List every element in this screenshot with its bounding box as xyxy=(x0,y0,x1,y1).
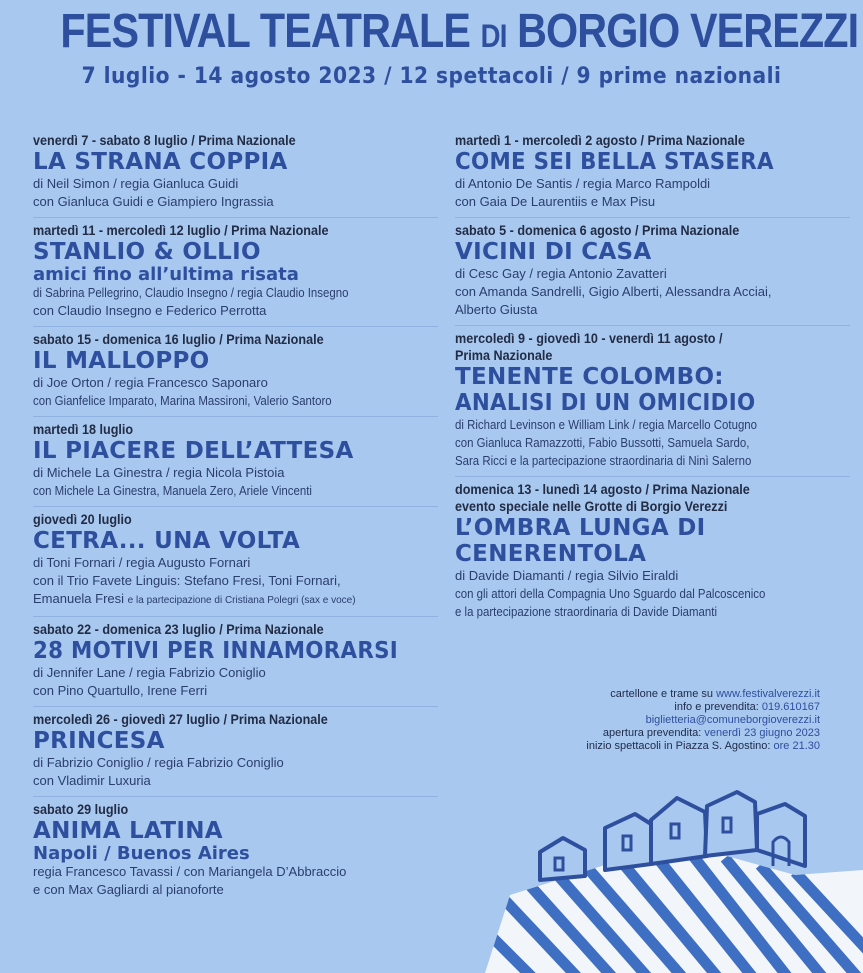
show-princesa xyxy=(33,706,438,790)
info-line xyxy=(520,740,820,753)
show-cetra-una-volta xyxy=(33,506,438,610)
show-cast: con Amanda Sandrelli, Gigio Alberti, Alessandra Acciai, xyxy=(455,284,772,299)
show-date: sabato 15 - domenica 16 luglio / Prima Nazionale xyxy=(33,331,324,347)
cast-name: Emanuela Fresi xyxy=(33,591,125,606)
show-credit: di Jennifer Lane / regia Fabrizio Coniglio xyxy=(33,665,266,680)
ticket-info xyxy=(520,688,820,753)
show-title: L’OMBRA LUNGA DI xyxy=(455,515,706,541)
show-cast: con Vladimir Luxuria xyxy=(33,773,151,788)
website-link[interactable]: www.festivalverezzi.it xyxy=(716,688,820,700)
show-date: sabato 22 - domenica 23 luglio / Prima Nazionale xyxy=(33,621,324,637)
show-come-sei-bella-stasera xyxy=(455,128,850,211)
show-title: COME SEI BELLA STASERA xyxy=(455,149,774,175)
village-illustration-icon xyxy=(455,780,863,973)
info-line xyxy=(520,727,820,740)
show-cast-cont: e la partecipazione straordinaria di Davide Diamanti xyxy=(455,604,717,619)
show-cast: con Gaia De Laurentiis e Max Pisu xyxy=(455,194,656,209)
show-cast: con Pino Quartullo, Irene Ferri xyxy=(33,683,208,698)
email-link[interactable]: biglietteria@comuneborgioverezzi.it xyxy=(645,714,820,726)
cast-note: e la partecipazione di Cristiana Polegri (sax e voce) xyxy=(127,595,356,606)
show-title: VICINI DI CASA xyxy=(455,239,652,265)
show-date: giovedì 20 luglio xyxy=(33,511,132,527)
show-date: sabato 29 luglio xyxy=(33,801,129,817)
festival-title xyxy=(60,0,859,68)
show-ombra-lunga-cenerentola xyxy=(455,476,850,621)
info-line xyxy=(520,701,820,714)
show-date: venerdì 7 - sabato 8 luglio / Prima Nazionale xyxy=(33,132,296,148)
show-title: 28 MOTIVI PER INNAMORARSI xyxy=(33,638,399,664)
title-main: FESTIVAL TEATRALE xyxy=(60,5,471,58)
show-cast: con Gianfelice Imparato, Marina Massironi, Valerio Santoro xyxy=(33,393,332,408)
show-title: PRINCESA xyxy=(33,728,165,754)
info-label: apertura prevendita: xyxy=(602,727,702,739)
right-column xyxy=(455,128,850,627)
show-time: ore 21.30 xyxy=(773,740,820,752)
info-line xyxy=(520,714,820,727)
show-credit: di Joe Orton / regia Francesco Saponaro xyxy=(33,375,268,390)
festival-subtitle: 7 luglio - 14 agosto 2023 / 12 spettacoli / 9 prime nazionali xyxy=(81,64,782,89)
phone-number[interactable]: 019.610167 xyxy=(761,701,820,713)
show-title: LA STRANA COPPIA xyxy=(33,149,288,175)
show-cast: con il Trio Favete Linguis: Stefano Fresi, Toni Fornari, xyxy=(33,573,341,588)
show-credit: di Toni Fornari / regia Augusto Fornari xyxy=(33,555,251,570)
show-credit: di Sabrina Pellegrino, Claudio Insegno / regia Claudio Insegno xyxy=(33,285,349,300)
show-date-note: evento speciale nelle Grotte di Borgio Verezzi xyxy=(455,498,728,514)
show-credit: di Davide Diamanti / regia Silvio Eiraldi xyxy=(455,568,679,583)
show-date: mercoledì 26 - giovedì 27 luglio / Prima Nazionale xyxy=(33,711,328,727)
show-28-motivi xyxy=(33,616,438,700)
show-il-malloppo xyxy=(33,326,438,410)
show-cast: e con Max Gagliardi al pianoforte xyxy=(33,882,224,897)
show-anima-latina xyxy=(33,796,438,899)
show-credit: di Michele La Ginestra / regia Nicola Pistoia xyxy=(33,465,285,480)
show-tenente-colombo xyxy=(455,325,850,470)
show-date: martedì 11 - mercoledì 12 luglio / Prima Nazionale xyxy=(33,222,329,238)
show-cast: con gli attori della Compagnia Uno Sguardo dal Palcoscenico xyxy=(455,586,766,601)
show-date: mercoledì 9 - giovedì 10 - venerdì 11 agosto / xyxy=(455,330,723,346)
show-title-cont: ANALISI DI UN OMICIDIO xyxy=(455,390,756,416)
title-end: BORGIO VEREZZI xyxy=(517,5,859,58)
show-title: STANLIO & OLLIO xyxy=(33,239,261,265)
info-line xyxy=(520,688,820,701)
show-title-cont: CENERENTOLA xyxy=(455,541,647,567)
show-cast-cont: Alberto Giusta xyxy=(455,302,538,317)
show-cast: con Gianluca Guidi e Giampiero Ingrassia xyxy=(33,194,274,209)
show-title: IL PIACERE DELL’ATTESA xyxy=(33,438,354,464)
show-title: TENENTE COLOMBO: xyxy=(455,364,724,390)
show-date: martedì 18 luglio xyxy=(33,421,134,437)
show-cast: con Gianluca Ramazzotti, Fabio Bussotti, Samuela Sardo, xyxy=(455,435,750,450)
show-credit: di Fabrizio Coniglio / regia Fabrizio Coniglio xyxy=(33,755,284,770)
show-credit: di Richard Levinson e William Link / regia Marcello Cotugno xyxy=(455,417,758,432)
show-title: IL MALLOPPO xyxy=(33,348,210,374)
show-credit: di Neil Simon / regia Gianluca Guidi xyxy=(33,176,239,191)
show-cast: con Claudio Insegno e Federico Perrotta xyxy=(33,303,267,318)
show-date: domenica 13 - lunedì 14 agosto / Prima Nazionale xyxy=(455,481,750,497)
show-date-note: Prima Nazionale xyxy=(455,347,553,363)
show-credit: di Antonio De Santis / regia Marco Rampoldi xyxy=(455,176,711,191)
info-label: inizio spettacoli in Piazza S. Agostino: xyxy=(586,740,771,752)
show-la-strana-coppia xyxy=(33,128,438,211)
show-date: sabato 5 - domenica 6 agosto / Prima Nazionale xyxy=(455,222,740,238)
show-cast: con Michele La Ginestra, Manuela Zero, Ariele Vincenti xyxy=(33,483,312,498)
show-cast-cont: Sara Ricci e la partecipazione straordinaria di Ninì Salerno xyxy=(455,453,752,468)
title-di: DI xyxy=(480,18,507,54)
show-subtitle: Napoli / Buenos Aires xyxy=(33,843,250,864)
show-title: CETRA... UNA VOLTA xyxy=(33,528,301,554)
show-credit: di Cesc Gay / regia Antonio Zavatteri xyxy=(455,266,667,281)
show-stanlio-ollio xyxy=(33,217,438,320)
show-subtitle: amici fino all’ultima risata xyxy=(33,264,299,285)
show-il-piacere-dell-attesa xyxy=(33,416,438,500)
info-label: info e prevendita: xyxy=(674,701,759,713)
show-cast-cont xyxy=(33,590,438,610)
show-credit: regia Francesco Tavassi / con Mariangela D’Abbraccio xyxy=(33,864,347,879)
presale-date: venerdì 23 giugno 2023 xyxy=(704,727,820,739)
show-title: ANIMA LATINA xyxy=(33,818,223,844)
show-vicini-di-casa xyxy=(455,217,850,319)
left-column xyxy=(33,128,438,905)
info-label: cartellone e trame su xyxy=(610,688,714,700)
show-date: martedì 1 - mercoledì 2 agosto / Prima Nazionale xyxy=(455,132,745,148)
